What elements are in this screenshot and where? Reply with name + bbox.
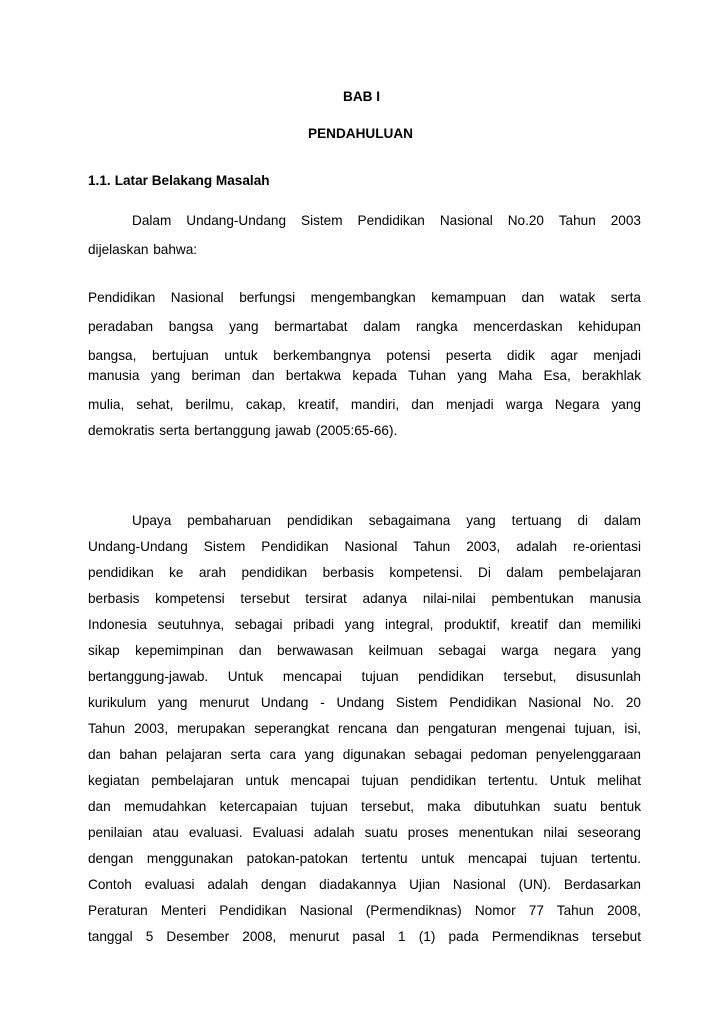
quote-line: bangsa, bertujuan untuk berkembangnya potensi peserta didik agar menjadi: [88, 348, 641, 363]
section-number: 1.1.: [88, 173, 111, 188]
body-line: penilaian atau evaluasi. Evaluasi adalah suatu proses menentukan nilai seseorang: [88, 825, 641, 840]
quote-line: mulia, sehat, berilmu, cakap, kreatif, mandiri, dan menjadi warga Negara yang: [88, 397, 641, 412]
body-line: Upaya pembaharuan pendidikan sebagaimana yang tertuang di dalam: [132, 513, 641, 528]
chapter-title: PENDAHULUAN: [308, 126, 413, 141]
body-line: dan memudahkan ketercapaian tujuan tersebut, maka dibutuhkan suatu bentuk: [88, 799, 641, 814]
section-heading: [88, 172, 270, 190]
body-line: sikap kepemimpinan dan berwawasan keilmuan sebagai warga negara yang: [88, 643, 641, 658]
intro-line: Dalam Undang-Undang Sistem Pendidikan Nasional No.20 Tahun 2003: [132, 213, 641, 228]
quote-line: Pendidikan Nasional berfungsi mengembangkan kemampuan dan watak serta: [88, 290, 641, 305]
body-line: Contoh evaluasi adalah dengan diadakannya Ujian Nasional (UN). Berdasarkan: [88, 877, 641, 892]
intro-line: dijelaskan bahwa:: [88, 242, 198, 257]
body-line: berbasis kompetensi tersebut tersirat adanya nilai-nilai pembentukan manusia: [88, 591, 641, 606]
body-line: kegiatan pembelajaran untuk mencapai tujuan pendidikan tertentu. Untuk melihat: [88, 773, 641, 788]
body-line: Undang-Undang Sistem Pendidikan Nasional Tahun 2003, adalah re-orientasi: [88, 539, 641, 554]
body-line: Peraturan Menteri Pendidikan Nasional (Permendiknas) Nomor 77 Tahun 2008,: [88, 903, 641, 918]
body-line: pendidikan ke arah pendidikan berbasis kompetensi. Di dalam pembelajaran: [88, 565, 641, 580]
body-line: kurikulum yang menurut Undang - Undang Sistem Pendidikan Nasional No. 20: [88, 695, 641, 710]
body-line: Tahun 2003, merupakan seperangkat rencana dan pengaturan mengenai tujuan, isi,: [88, 721, 641, 736]
body-line: dengan menggunakan patokan-patokan tertentu untuk mencapai tujuan tertentu.: [88, 851, 641, 866]
quote-line: peradaban bangsa yang bermartabat dalam rangka mencerdaskan kehidupan: [88, 319, 641, 334]
body-line: Indonesia seutuhnya, sebagai pribadi yang integral, produktif, kreatif dan memiliki: [88, 617, 641, 632]
chapter-heading: BAB I: [343, 89, 381, 104]
body-line: bertanggung-jawab. Untuk mencapai tujuan pendidikan tersebut, disusunlah: [88, 669, 641, 684]
quote-line: manusia yang beriman dan bertakwa kepada Tuhan yang Maha Esa, berakhlak: [88, 368, 641, 383]
section-title: Latar Belakang Masalah: [114, 173, 270, 188]
body-line: tanggal 5 Desember 2008, menurut pasal 1 (1) pada Permendiknas tersebut: [88, 929, 641, 944]
quote-line: demokratis serta bertanggung jawab (2005:65-66).: [88, 423, 398, 438]
body-line: dan bahan pelajaran serta cara yang digunakan sebagai pedoman penyelenggaraan: [88, 747, 641, 762]
